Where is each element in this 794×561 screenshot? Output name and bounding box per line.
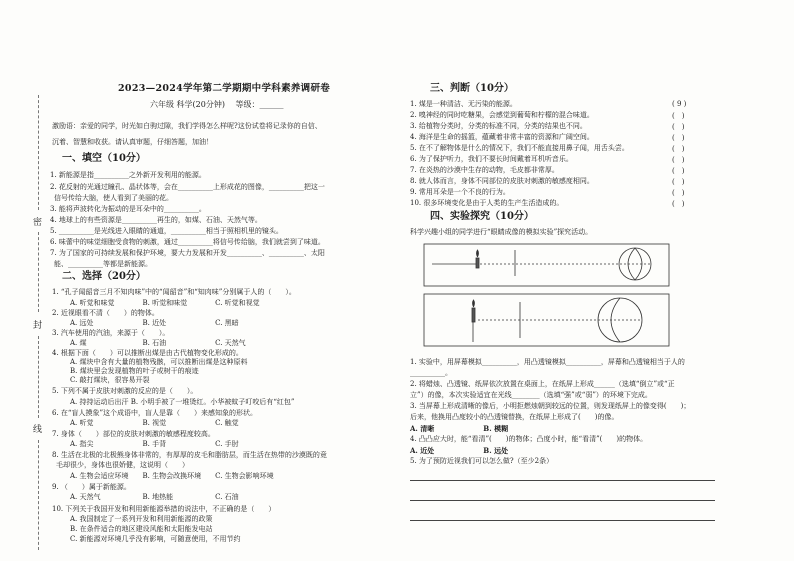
judge-answer: ( ) bbox=[672, 123, 685, 131]
binding-seal-char-1: 密 bbox=[33, 218, 43, 228]
choice-line: 6. 在“盲人摸象”这个成语中，盲人是靠（ ）来感知象的形状。 bbox=[52, 409, 258, 417]
explore-line: __________。 bbox=[410, 369, 452, 377]
choice-line: A. 煤块中含有大量的植物残骸，可以推断出煤是这种原料 bbox=[70, 358, 248, 366]
choice-line: 7. 身体（ ）部位的皮肤对刺激的敏感程度较高。 bbox=[52, 430, 215, 438]
binding-seal-char-3: 线 bbox=[33, 425, 43, 435]
fill-line: 7. 为了国家的可持续发展和保护环境，要大力发展和开发__________、__________、太阳 bbox=[50, 249, 325, 257]
judge-item: 9. 常用耳朵是一个不良的行为。 bbox=[410, 188, 510, 196]
judge-item: 8. 就人体而言，身体不同部位的皮肤对刺激的敏感度相同。 bbox=[410, 177, 594, 185]
judge-answer: ( 9 ) bbox=[672, 100, 687, 108]
explore-line: A. 清晰 B. 模糊 bbox=[410, 424, 509, 433]
binding-line-mid2 bbox=[38, 336, 39, 418]
explore-line: A. 近处 B. 远处 bbox=[410, 446, 509, 455]
explore-line: 3. 当屏幕上形成清晰的像后，小明拒燃烛朝到较远的位置，则发现纸屏上的像变得( )； bbox=[410, 402, 691, 410]
explore-line: 5. 为了预防近视我们可以怎么做?（至少2条） bbox=[410, 457, 554, 465]
binding-line-mid bbox=[38, 232, 39, 312]
choice-line: C. 新能源对环境几乎没有影响，可随意使用，不用节约 bbox=[70, 535, 241, 543]
answer-line[interactable] bbox=[410, 520, 715, 521]
judge-answer: ( ) bbox=[672, 167, 685, 175]
choice-line: 5. 下列不属于皮肤对刺激的反应的是（ ）。 bbox=[52, 387, 198, 395]
intro-line-2: 沉着、智慧和收获。请认真审题，仔细答题，加油！ bbox=[52, 138, 213, 146]
explore-intro: 科学兴趣小组的同学进行“眼睛成像的模拟实验”探究活动。 bbox=[410, 228, 593, 236]
judge-answer: ( ) bbox=[672, 156, 685, 164]
choice-line: 9. （ ）属于新能源。 bbox=[52, 483, 131, 491]
judge-item: 5. 在不了解物体是什么的情况下，我们不能直接用鼻子闻，用舌头尝。 bbox=[410, 144, 629, 152]
explore-line: 4. 凸凸应大时，能“看清”( )的物体；凸度小时，能“看清”( )的物体。 bbox=[410, 435, 648, 443]
judge-item: 4. 海洋是生命的摇篮，蕴藏着非常丰富的资源和广阔空间。 bbox=[410, 133, 594, 141]
judge-item: 3. 给植物分类时，分类的标准不同，分类的结果也不同。 bbox=[410, 122, 587, 130]
judge-answer: ( ) bbox=[672, 134, 685, 142]
choice-line: 3. 汽车使用的汽油，来源于（ ）。 bbox=[52, 329, 170, 337]
section-heading-fill: 一、填空（10分） bbox=[62, 153, 146, 164]
eye-ball-top bbox=[619, 248, 651, 280]
answer-line[interactable] bbox=[410, 500, 715, 501]
choice-line: 8. 生活在北极的北极熊身体非常的，有厚厚的皮毛和脂肪层，而生活在热带的沙漠既的竟 bbox=[52, 451, 327, 459]
judge-item: 1. 煤是一种清洁、无污染的能源。 bbox=[410, 100, 517, 108]
intro-line-1: 激励语：亲爱的同学，时光如白驹过隙，我们学得怎么样呢?这份试卷将记录你的自信、 bbox=[52, 122, 322, 130]
judge-answer: ( ) bbox=[672, 200, 685, 208]
fill-line: 6. 味蕾中的味觉细胞受食物的刺激，通过__________将信号传给脑，我们就尝到了味道。 bbox=[50, 238, 325, 246]
fill-line: 信号传给大脑，使人看到了美丽的花。 bbox=[54, 194, 173, 202]
choice-line: B. 在条件适合的地区建设风能和太阳能发电站 bbox=[70, 525, 213, 533]
setup-bottom bbox=[424, 294, 669, 346]
eye-model-top bbox=[628, 248, 642, 280]
choice-line: 10. 下列关于我国开发和利用新能源举措的说法中，不正确的是（ ） bbox=[52, 505, 276, 513]
section-heading-judge: 三、判断（10分） bbox=[430, 83, 514, 94]
explore-line: 2. 将蜡烛、凸透镜、纸屏依次放置在桌面上，在纸屏上形成______（选填“倒立”或“正 bbox=[410, 380, 675, 388]
exam-subtitle: 六年级 科学(20分钟) 等级：______ bbox=[150, 100, 284, 109]
binding-seal-char-2: 封 bbox=[33, 321, 43, 331]
candle-body bbox=[476, 258, 479, 268]
judge-item: 10. 很多环境变化是由于人类的生产生活造成的。 bbox=[410, 199, 564, 207]
choice-line: A. 远处 B. 近处 C. 黑暗 bbox=[70, 319, 239, 327]
section-heading-choice: 二、选择（20分） bbox=[62, 271, 146, 282]
choice-line: A. 煤 B. 石油 C. 天然气 bbox=[70, 339, 246, 347]
explore-line: 后来，他换用凸度较小的凸透镜替换，在纸屏上形成了( )的像。 bbox=[410, 413, 619, 421]
candle-flame bbox=[477, 250, 479, 257]
judge-answer: ( ) bbox=[672, 145, 685, 153]
fill-line: 能、__________等都是新能源。 bbox=[54, 260, 152, 268]
candle-flame-2 bbox=[473, 300, 475, 307]
choice-line: 2. 近视眼看不清（ ）的物体。 bbox=[52, 309, 159, 317]
choice-line: 1. “孔子闻韶音三月不知肉味”中的“闻韶音”和“知肉味”分别属于人的（ ）。 bbox=[52, 288, 296, 296]
choice-line: A. 生物会适应环境 B. 生物会改换环境 C. 生物会影响环境 bbox=[70, 472, 274, 480]
choice-line: A. 我国制定了一系列开发和利用新能源的政策 bbox=[70, 515, 213, 523]
judge-item: 7. 在炎热的沙漠中生存的动物，毛皮都非常厚。 bbox=[410, 166, 559, 174]
explore-line: 立”）的像，本次实验适宜在光线________（选填“强”或“弱”）的环境下完成。 bbox=[410, 391, 652, 399]
choice-line: 4. 根据下面（ ）可以推断出煤是由古代植物变化形成的。 bbox=[52, 349, 243, 357]
setup-top bbox=[424, 244, 669, 286]
judge-answer: ( ) bbox=[672, 178, 685, 186]
experiment-diagram bbox=[420, 238, 675, 350]
binding-line-bottom bbox=[38, 440, 39, 550]
choice-line: A. 天然气 B. 地热能 C. 石油 bbox=[70, 493, 239, 501]
answer-line[interactable] bbox=[410, 480, 715, 481]
choice-line: A. 指尖 B. 手背 C. 手肘 bbox=[70, 440, 239, 448]
judge-answer: ( ) bbox=[672, 189, 685, 197]
section-heading-explore: 四、实验探究（10分） bbox=[430, 211, 534, 222]
binding-line-top bbox=[38, 95, 39, 210]
choice-line: B. 煤块里会发现植物的叶子或树干的痕迹 bbox=[70, 367, 199, 375]
judge-answer: ( ) bbox=[672, 112, 685, 120]
choice-line: A. 听觉 B. 视觉 C. 触觉 bbox=[70, 419, 239, 427]
candle-body-2 bbox=[472, 308, 475, 322]
exam-title: 2023—2024学年第二学期期中学科素养调研卷 bbox=[118, 83, 331, 94]
explore-line: 1. 实验中，用屏幕模拟__________，用凸透镜模拟__________，屏幕和凸透镜相当于人的 bbox=[410, 358, 685, 366]
fill-line: 3. 能将声波转化为振动的是耳朵中的__________。 bbox=[50, 205, 206, 213]
choice-line: C. 敲打煤块，很容易开裂 bbox=[70, 376, 150, 384]
judge-item: 2. 嗅神经的同时吃糖果，会感觉到葡萄和柠檬的混合味道。 bbox=[410, 111, 594, 119]
fill-line: 2. 花反射的光通过瞳孔、晶状体等，会在__________上形成花的图像，__________把这一 bbox=[50, 183, 325, 191]
fill-line: 1. 新能源是指__________之外新开发利用的能源。 bbox=[50, 171, 206, 179]
choice-line: A. 持持运动后出汗 B. 小明手被了一堆烫红。小华被蚊子叮咬后有“红包” bbox=[70, 398, 295, 406]
judge-item: 6. 为了保护听力，我们不要长时间戴着耳机听音乐。 bbox=[410, 155, 573, 163]
choice-line: 毛却很少，身体也很娇健，这说明（ ） bbox=[56, 461, 189, 469]
choice-line: A. 听觉和味觉 B. 听觉和味觉 C. 听觉和视觉 bbox=[70, 299, 260, 307]
fill-line: 4. 地球上的有些资源是__________再生的，如煤、石油、天然气等。 bbox=[50, 216, 262, 224]
fill-line: 5. __________是光线进入眼睛的通道，__________相当于照相机里的镜头。 bbox=[50, 227, 283, 235]
